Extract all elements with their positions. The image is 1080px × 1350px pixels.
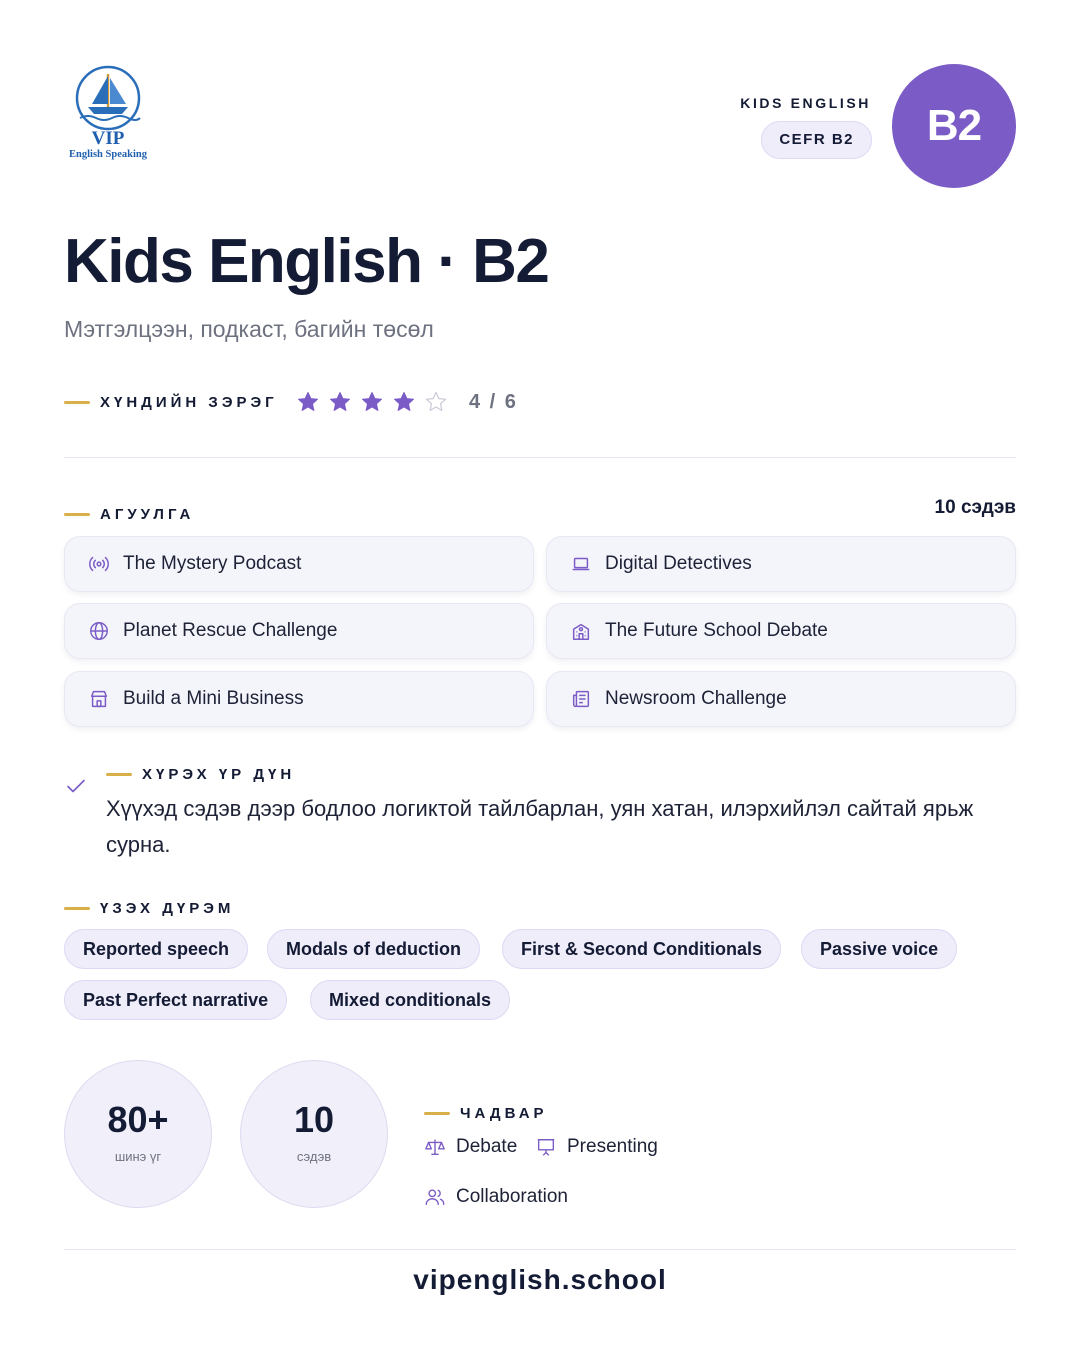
topic-label: The Mystery Podcast — [123, 553, 302, 574]
users-icon — [424, 1186, 446, 1208]
accent-dash — [64, 513, 90, 516]
accent-dash — [106, 773, 132, 776]
outcome-text: Хүүхэд сэдэв дээр бодлоо логиктой тайлбарлан, уян хатан, илэрхийлэл сайтай ярьж сурна. — [106, 796, 974, 857]
globe-icon — [87, 619, 111, 643]
topic-label: Planet Rescue Challenge — [123, 620, 338, 641]
page-title: Kids English · B2 — [64, 227, 549, 296]
topic-label: Build a Mini Business — [123, 688, 304, 709]
page-subtitle: Мэтгэлцээн, подкаст, багийн төсөл — [64, 316, 434, 342]
skill-label: Presenting — [567, 1136, 658, 1157]
grammar-label — [64, 900, 234, 917]
topic-card — [64, 671, 534, 727]
grammar-label-text: ҮЗЭХ ДҮРЭМ — [100, 900, 235, 917]
newspaper-icon — [569, 687, 593, 711]
cefr-badge: CEFR B2 — [761, 121, 872, 159]
divider — [64, 457, 1016, 458]
difficulty-label — [64, 394, 278, 411]
difficulty-rating: 4 / 6 — [469, 391, 518, 413]
topic-label: Newsroom Challenge — [605, 688, 787, 709]
stat-label: шинэ үг — [114, 1149, 162, 1164]
check-icon — [64, 774, 88, 798]
divider — [64, 1249, 1016, 1250]
accent-dash — [64, 907, 90, 910]
scales-icon — [424, 1136, 446, 1158]
presentation-icon — [535, 1136, 557, 1158]
website-link[interactable]: vipenglish.school — [413, 1264, 667, 1295]
skill-item — [535, 1136, 658, 1158]
grammar-pill: Modals of deduction — [267, 929, 480, 969]
topic-card — [546, 603, 1016, 659]
skill-label: Debate — [456, 1136, 518, 1157]
skill-label: Collaboration — [456, 1186, 568, 1207]
grammar-pill: Reported speech — [64, 929, 248, 969]
star-empty-icon — [424, 390, 448, 414]
level-badge: B2 — [892, 64, 1016, 188]
topic-count: 10 сэдэв — [934, 497, 1016, 518]
stat-vocabulary — [64, 1060, 212, 1208]
grammar-pill: Mixed conditionals — [310, 980, 510, 1020]
outcome-label — [106, 766, 295, 783]
logo-subtitle: English Speaking — [69, 149, 147, 160]
skill-item — [424, 1186, 568, 1208]
difficulty-label-text: ХҮНДИЙН ЗЭРЭГ — [100, 394, 278, 411]
accent-dash — [424, 1112, 450, 1115]
topic-card — [546, 536, 1016, 592]
stat-label: сэдэв — [296, 1149, 332, 1164]
topic-card — [546, 671, 1016, 727]
star-filled-icon — [328, 390, 352, 414]
star-filled-icon — [360, 390, 384, 414]
grammar-pill: Past Perfect narrative — [64, 980, 287, 1020]
content-label — [64, 506, 194, 523]
stat-topics — [240, 1060, 388, 1208]
difficulty-stars — [296, 390, 448, 414]
grammar-pill: First & Second Conditionals — [502, 929, 781, 969]
school-icon — [569, 619, 593, 643]
logo-title: VIP — [91, 128, 125, 149]
topic-card — [64, 603, 534, 659]
stat-value: 10 — [293, 1099, 335, 1140]
skill-item — [424, 1136, 517, 1158]
podcast-icon — [87, 552, 111, 576]
accent-dash — [64, 401, 90, 404]
star-filled-icon — [392, 390, 416, 414]
grammar-pill: Passive voice — [801, 929, 957, 969]
skills-label — [424, 1105, 548, 1122]
program-label: KIDS ENGLISH — [740, 95, 871, 111]
outcome-label-text: ХҮРЭХ ҮР ДҮН — [142, 766, 296, 783]
star-filled-icon — [296, 390, 320, 414]
topic-card — [64, 536, 534, 592]
store-icon — [87, 687, 111, 711]
skills-label-text: ЧАДВАР — [460, 1105, 548, 1122]
stat-value: 80+ — [107, 1099, 169, 1140]
topic-label: The Future School Debate — [605, 620, 828, 641]
laptop-icon — [569, 552, 593, 576]
content-label-text: АГУУЛГА — [100, 506, 195, 523]
topic-label: Digital Detectives — [605, 553, 752, 574]
